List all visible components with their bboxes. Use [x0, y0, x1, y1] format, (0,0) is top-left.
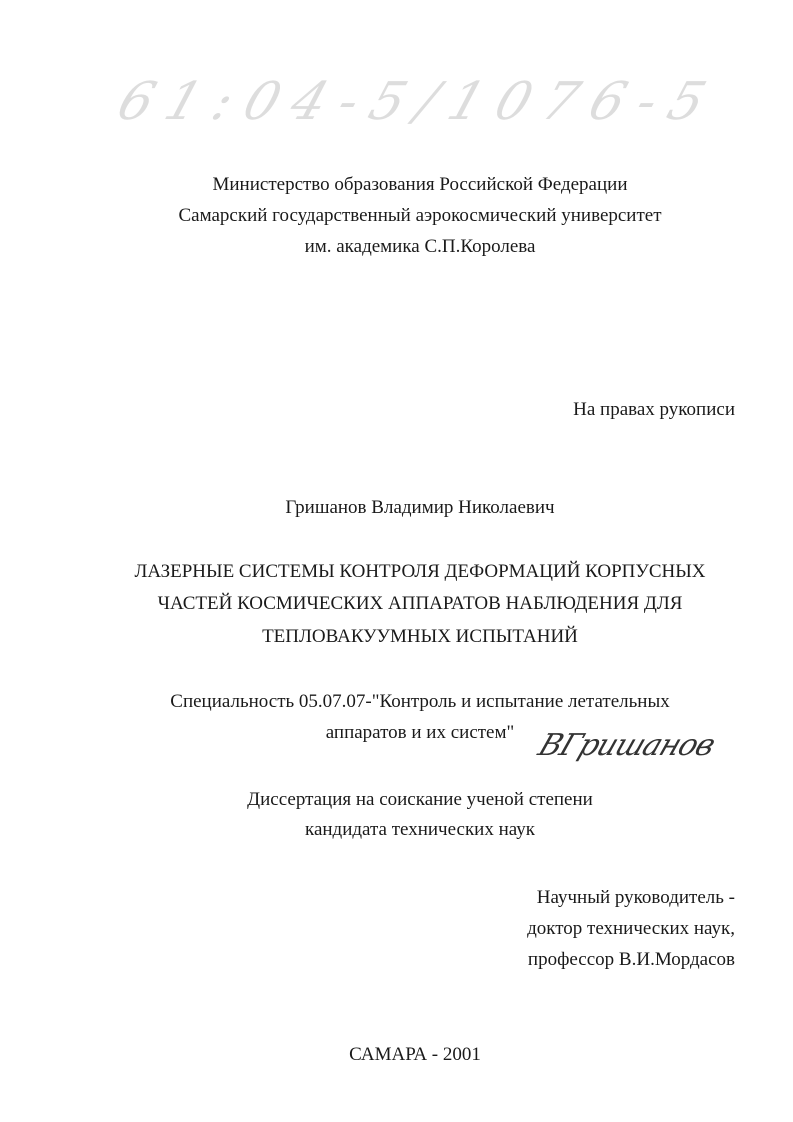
supervisor-line-3: профессор В.И.Мордасов [527, 949, 735, 970]
title-line-1: ЛАЗЕРНЫЕ СИСТЕМЫ КОНТРОЛЯ ДЕФОРМАЦИЙ КОРПУСНЫХ [134, 561, 706, 582]
degree-line-1: Диссертация на соискание ученой степени [247, 789, 593, 810]
specialty-line-1: Специальность 05.07.07-"Контроль и испытание летательных [170, 691, 670, 712]
archive-stamp-handwritten: 61:04-5/1076-5 [110, 72, 727, 132]
specialty-line-2: аппаратов и их систем" [325, 722, 515, 743]
degree-line-2: кандидата технических наук [305, 819, 535, 840]
city-year: САМАРА - 2001 [349, 1044, 481, 1065]
author-name: Гришанов Владимир Николаевич [285, 497, 555, 518]
named-after-line: им. академика С.П.Королева [304, 236, 536, 257]
university-line: Самарский государственный аэрокосмический университет [178, 205, 662, 226]
manuscript-note: На правах рукописи [573, 399, 735, 420]
ministry-line: Министерство образования Российской Федерации [212, 174, 628, 195]
title-line-2: ЧАСТЕЙ КОСМИЧЕСКИХ АППАРАТОВ НАБЛЮДЕНИЯ ДЛЯ [157, 593, 683, 614]
author-signature: ВГришанов [533, 728, 720, 763]
supervisor-line-1: Научный руководитель - [536, 887, 735, 908]
title-line-3: ТЕПЛОВАКУУМНЫХ ИСПЫТАНИЙ [262, 626, 578, 647]
supervisor-line-2: доктор технических наук, [527, 918, 735, 939]
